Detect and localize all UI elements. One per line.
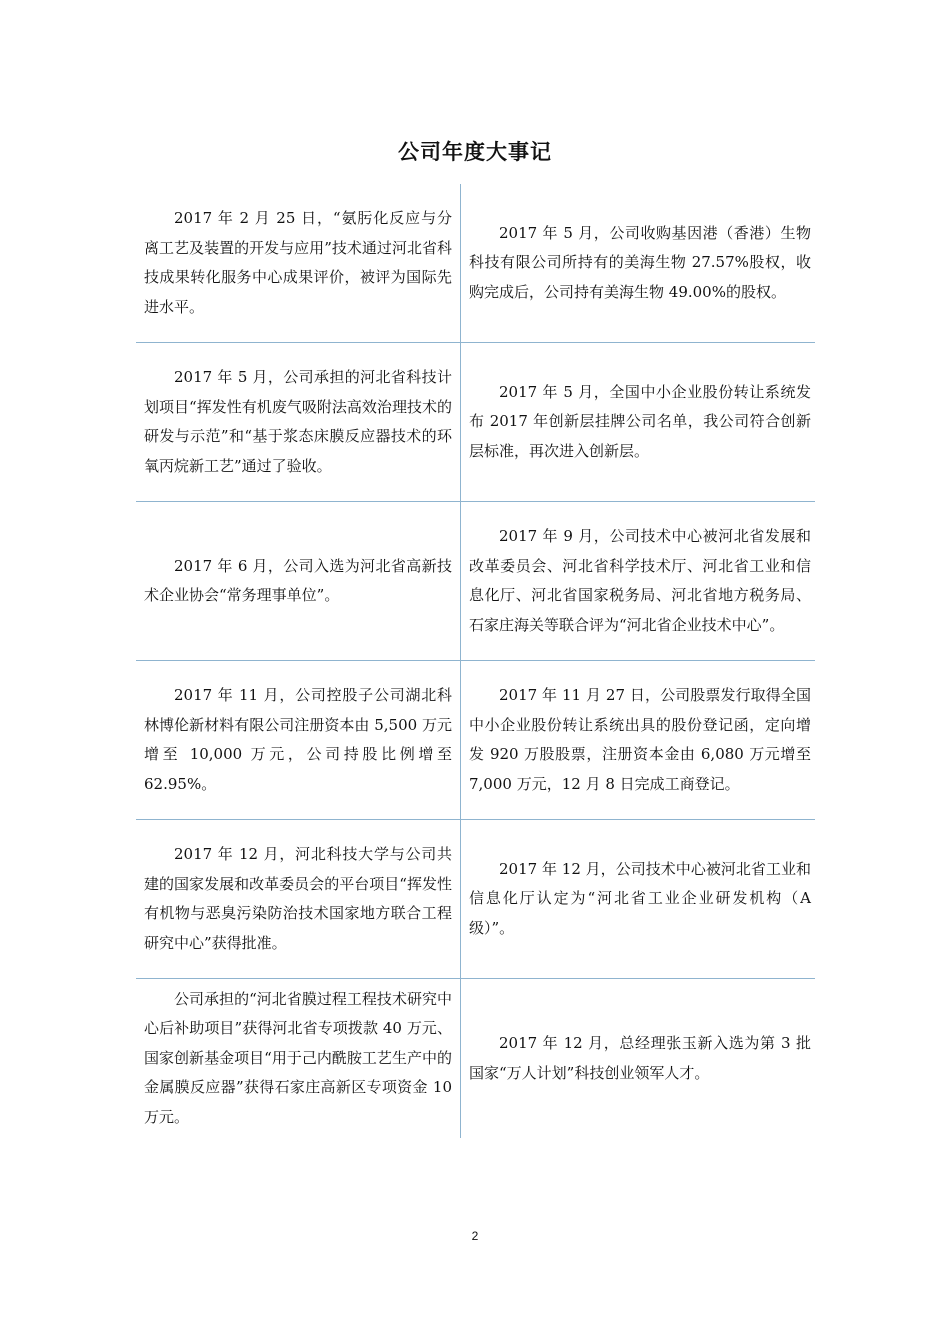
event-cell-right xyxy=(461,979,815,1138)
event-cell-right xyxy=(461,184,815,342)
event-cell-right xyxy=(461,343,815,501)
event-cell-right xyxy=(461,661,815,819)
event-text: 2017 年 5 月，公司收购基因港（香港）生物科技有限公司所持有的美海生物 27.57%股权，收购完成后，公司持有美海生物 49.00%的股权。 xyxy=(469,223,811,301)
event-cell-left xyxy=(136,661,460,819)
event-text: 2017 年 5 月，公司承担的河北省科技计划项目“挥发性有机废气吸附法高效治理技术的研发与示范”和“基于浆态床膜反应器技术的环氧丙烷新工艺”通过了验收。 xyxy=(144,368,452,475)
event-text: 2017 年 12 月，公司技术中心被河北省工业和信息化厅认定为“河北省工业企业研发机构（A 级）”。 xyxy=(469,859,811,937)
event-text: 2017 年 2 月 25 日，“氨肟化反应与分离工艺及装置的开发与应用”技术通过河北省科技成果转化服务中心成果评价，被评为国际先进水平。 xyxy=(144,209,452,316)
event-cell-left xyxy=(136,184,460,342)
event-text: 2017 年 9 月，公司技术中心被河北省发展和改革委员会、河北省科学技术厅、河北省工业和信息化厅、河北省国家税务局、河北省地方税务局、石家庄海关等联合评为“河北省企业技术中心”。 xyxy=(469,527,811,634)
event-text: 2017 年 11 月，公司控股子公司湖北科林博伦新材料有限公司注册资本由 5,500 万元增至 10,000 万元，公司持股比例增至 62.95%。 xyxy=(144,686,452,793)
event-text: 2017 年 11 月 27 日，公司股票发行取得全国中小企业股份转让系统出具的股份登记函，定向增发 920 万股股票，注册资本金由 6,080 万元增至 7,000 万元，12 月 8 日完成工商登记。 xyxy=(469,686,811,793)
event-text: 公司承担的“河北省膜过程工程技术研究中心后补助项目”获得河北省专项拨款 40 万元、国家创新基金项目“用于己内酰胺工艺生产中的金属膜反应器”获得石家庄高新区专项资金 10 万元。 xyxy=(144,989,452,1126)
page-number: 2 xyxy=(471,1229,479,1243)
page-title: 公司年度大事记 xyxy=(398,140,552,164)
event-cell-left xyxy=(136,343,460,501)
event-text: 2017 年 12 月，河北科技大学与公司共建的国家发展和改革委员会的平台项目“挥发性有机物与恶臭污染防治技术国家地方联合工程研究中心”获得批准。 xyxy=(144,845,452,952)
events-table xyxy=(136,184,815,1138)
event-text: 2017 年 12 月，总经理张玉新入选为第 3 批国家“万人计划”科技创业领军人才。 xyxy=(469,1034,811,1082)
event-text: 2017 年 5 月，全国中小企业股份转让系统发布 2017 年创新层挂牌公司名单，我公司符合创新层标准，再次进入创新层。 xyxy=(469,382,811,460)
event-cell-left xyxy=(136,502,460,660)
event-cell-right xyxy=(461,820,815,978)
event-cell-left xyxy=(136,979,460,1138)
event-text: 2017 年 6 月，公司入选为河北省高新技术企业协会“常务理事单位”。 xyxy=(144,556,452,604)
event-cell-left xyxy=(136,820,460,978)
event-cell-right xyxy=(461,502,815,660)
